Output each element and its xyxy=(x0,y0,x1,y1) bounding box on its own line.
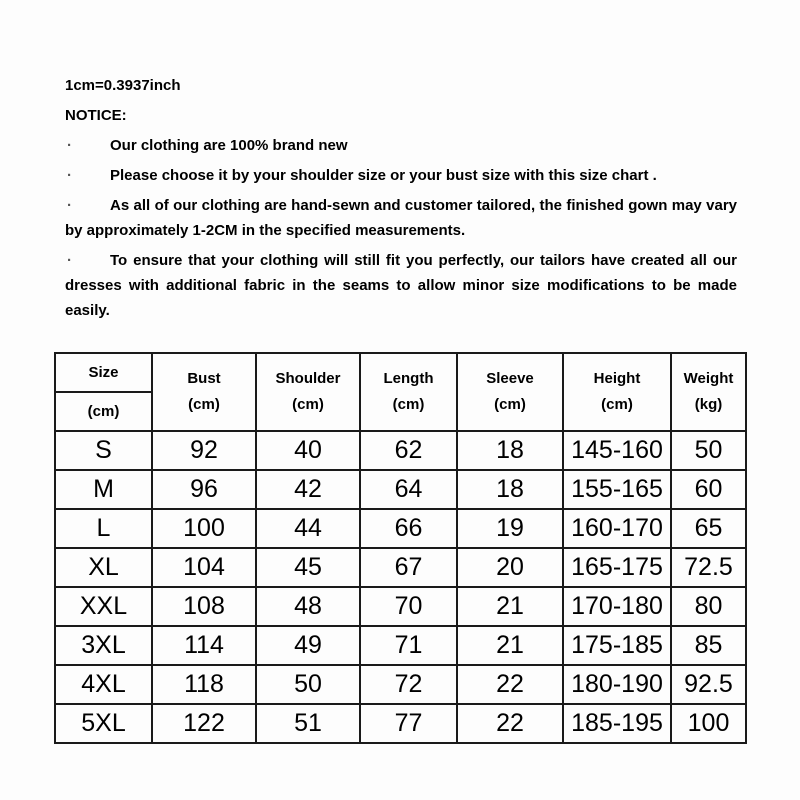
notice-item xyxy=(65,163,737,188)
header-weight xyxy=(671,353,746,431)
table-row xyxy=(55,665,746,704)
weight-cell: 80 xyxy=(671,587,746,626)
length-cell: 67 xyxy=(360,548,457,587)
bust-cell: 92 xyxy=(152,431,256,470)
shoulder-cell: 40 xyxy=(256,431,360,470)
height-cell: 170-180 xyxy=(563,587,671,626)
size-cell: 3XL xyxy=(55,626,152,665)
sleeve-cell: 20 xyxy=(457,548,563,587)
column-label: Weight xyxy=(683,370,734,387)
header-shoulder xyxy=(256,353,360,431)
table-row xyxy=(55,509,746,548)
length-cell: 62 xyxy=(360,431,457,470)
bust-cell: 122 xyxy=(152,704,256,743)
notice-item xyxy=(65,193,737,243)
notice-item xyxy=(65,248,737,323)
height-cell: 180-190 xyxy=(563,665,671,704)
weight-cell: 85 xyxy=(671,626,746,665)
bust-cell: 100 xyxy=(152,509,256,548)
header-sleeve xyxy=(457,353,563,431)
header-length xyxy=(360,353,457,431)
sleeve-cell: 19 xyxy=(457,509,563,548)
conversion-note: 1cm=0.3937inch xyxy=(65,77,181,94)
bullet-icon: · xyxy=(67,252,72,269)
sleeve-cell: 22 xyxy=(457,665,563,704)
notice-title: NOTICE: xyxy=(65,107,127,124)
table-body xyxy=(55,431,746,743)
weight-cell: 50 xyxy=(671,431,746,470)
size-cell: XXL xyxy=(55,587,152,626)
bust-cell: 118 xyxy=(152,665,256,704)
bust-cell: 114 xyxy=(152,626,256,665)
shoulder-cell: 48 xyxy=(256,587,360,626)
weight-cell: 100 xyxy=(671,704,746,743)
weight-cell: 60 xyxy=(671,470,746,509)
column-unit: (cm) xyxy=(392,396,425,413)
height-cell: 145-160 xyxy=(563,431,671,470)
header-row xyxy=(55,353,746,431)
sleeve-cell: 21 xyxy=(457,587,563,626)
size-cell: S xyxy=(55,431,152,470)
table-header xyxy=(55,353,746,431)
column-label: Sleeve xyxy=(486,370,534,387)
notice-text: Our clothing are 100% brand new xyxy=(110,137,348,154)
height-cell: 160-170 xyxy=(563,509,671,548)
header-size xyxy=(55,353,152,431)
table-row xyxy=(55,587,746,626)
column-label: Height xyxy=(593,370,641,387)
shoulder-cell: 51 xyxy=(256,704,360,743)
weight-cell: 92.5 xyxy=(671,665,746,704)
weight-cell: 72.5 xyxy=(671,548,746,587)
length-cell: 64 xyxy=(360,470,457,509)
shoulder-cell: 42 xyxy=(256,470,360,509)
length-cell: 71 xyxy=(360,626,457,665)
notice-text: Please choose it by your shoulder size or your bust size with this size chart . xyxy=(110,167,657,184)
shoulder-cell: 44 xyxy=(256,509,360,548)
bust-cell: 104 xyxy=(152,548,256,587)
column-label: Shoulder xyxy=(275,370,341,387)
shoulder-cell: 49 xyxy=(256,626,360,665)
bullet-icon: · xyxy=(67,197,72,214)
header-height xyxy=(563,353,671,431)
notice-item xyxy=(65,133,737,158)
column-unit: (kg) xyxy=(694,396,723,413)
length-cell: 72 xyxy=(360,665,457,704)
table-row xyxy=(55,704,746,743)
column-label: Length xyxy=(383,370,434,387)
bust-cell: 96 xyxy=(152,470,256,509)
header-bust xyxy=(152,353,256,431)
table-row xyxy=(55,626,746,665)
height-cell: 165-175 xyxy=(563,548,671,587)
size-cell: 4XL xyxy=(55,665,152,704)
bust-cell: 108 xyxy=(152,587,256,626)
size-cell: 5XL xyxy=(55,704,152,743)
sleeve-cell: 22 xyxy=(457,704,563,743)
length-cell: 66 xyxy=(360,509,457,548)
height-cell: 155-165 xyxy=(563,470,671,509)
bullet-icon: · xyxy=(67,137,72,154)
column-unit: (cm) xyxy=(292,396,324,413)
bullet-icon: · xyxy=(67,167,72,184)
column-unit: (cm) xyxy=(87,403,120,420)
notice-section xyxy=(65,73,737,328)
column-label: Size xyxy=(56,354,151,393)
size-chart-table xyxy=(54,352,747,744)
table-row xyxy=(55,548,746,587)
shoulder-cell: 45 xyxy=(256,548,360,587)
size-cell: L xyxy=(55,509,152,548)
size-header-split xyxy=(56,354,151,430)
sleeve-cell: 21 xyxy=(457,626,563,665)
notice-text: As all of our clothing are hand-sewn and customer tailored, the finished gown may vary by approximately 1-2CM in the specified measurements. xyxy=(65,197,737,239)
weight-cell: 65 xyxy=(671,509,746,548)
table-row xyxy=(55,431,746,470)
column-label: Bust xyxy=(187,370,221,387)
column-unit: (cm) xyxy=(494,396,526,413)
height-cell: 185-195 xyxy=(563,704,671,743)
length-cell: 77 xyxy=(360,704,457,743)
table-row xyxy=(55,470,746,509)
column-unit: (cm) xyxy=(188,396,220,413)
size-cell: M xyxy=(55,470,152,509)
size-cell: XL xyxy=(55,548,152,587)
length-cell: 70 xyxy=(360,587,457,626)
sleeve-cell: 18 xyxy=(457,431,563,470)
sleeve-cell: 18 xyxy=(457,470,563,509)
notice-text: To ensure that your clothing will still fit you perfectly, our tailors have created all our dresses with additional fabric in the seams to allow minor size modifications to be made easily. xyxy=(65,252,737,319)
shoulder-cell: 50 xyxy=(256,665,360,704)
height-cell: 175-185 xyxy=(563,626,671,665)
column-unit: (cm) xyxy=(601,396,633,413)
